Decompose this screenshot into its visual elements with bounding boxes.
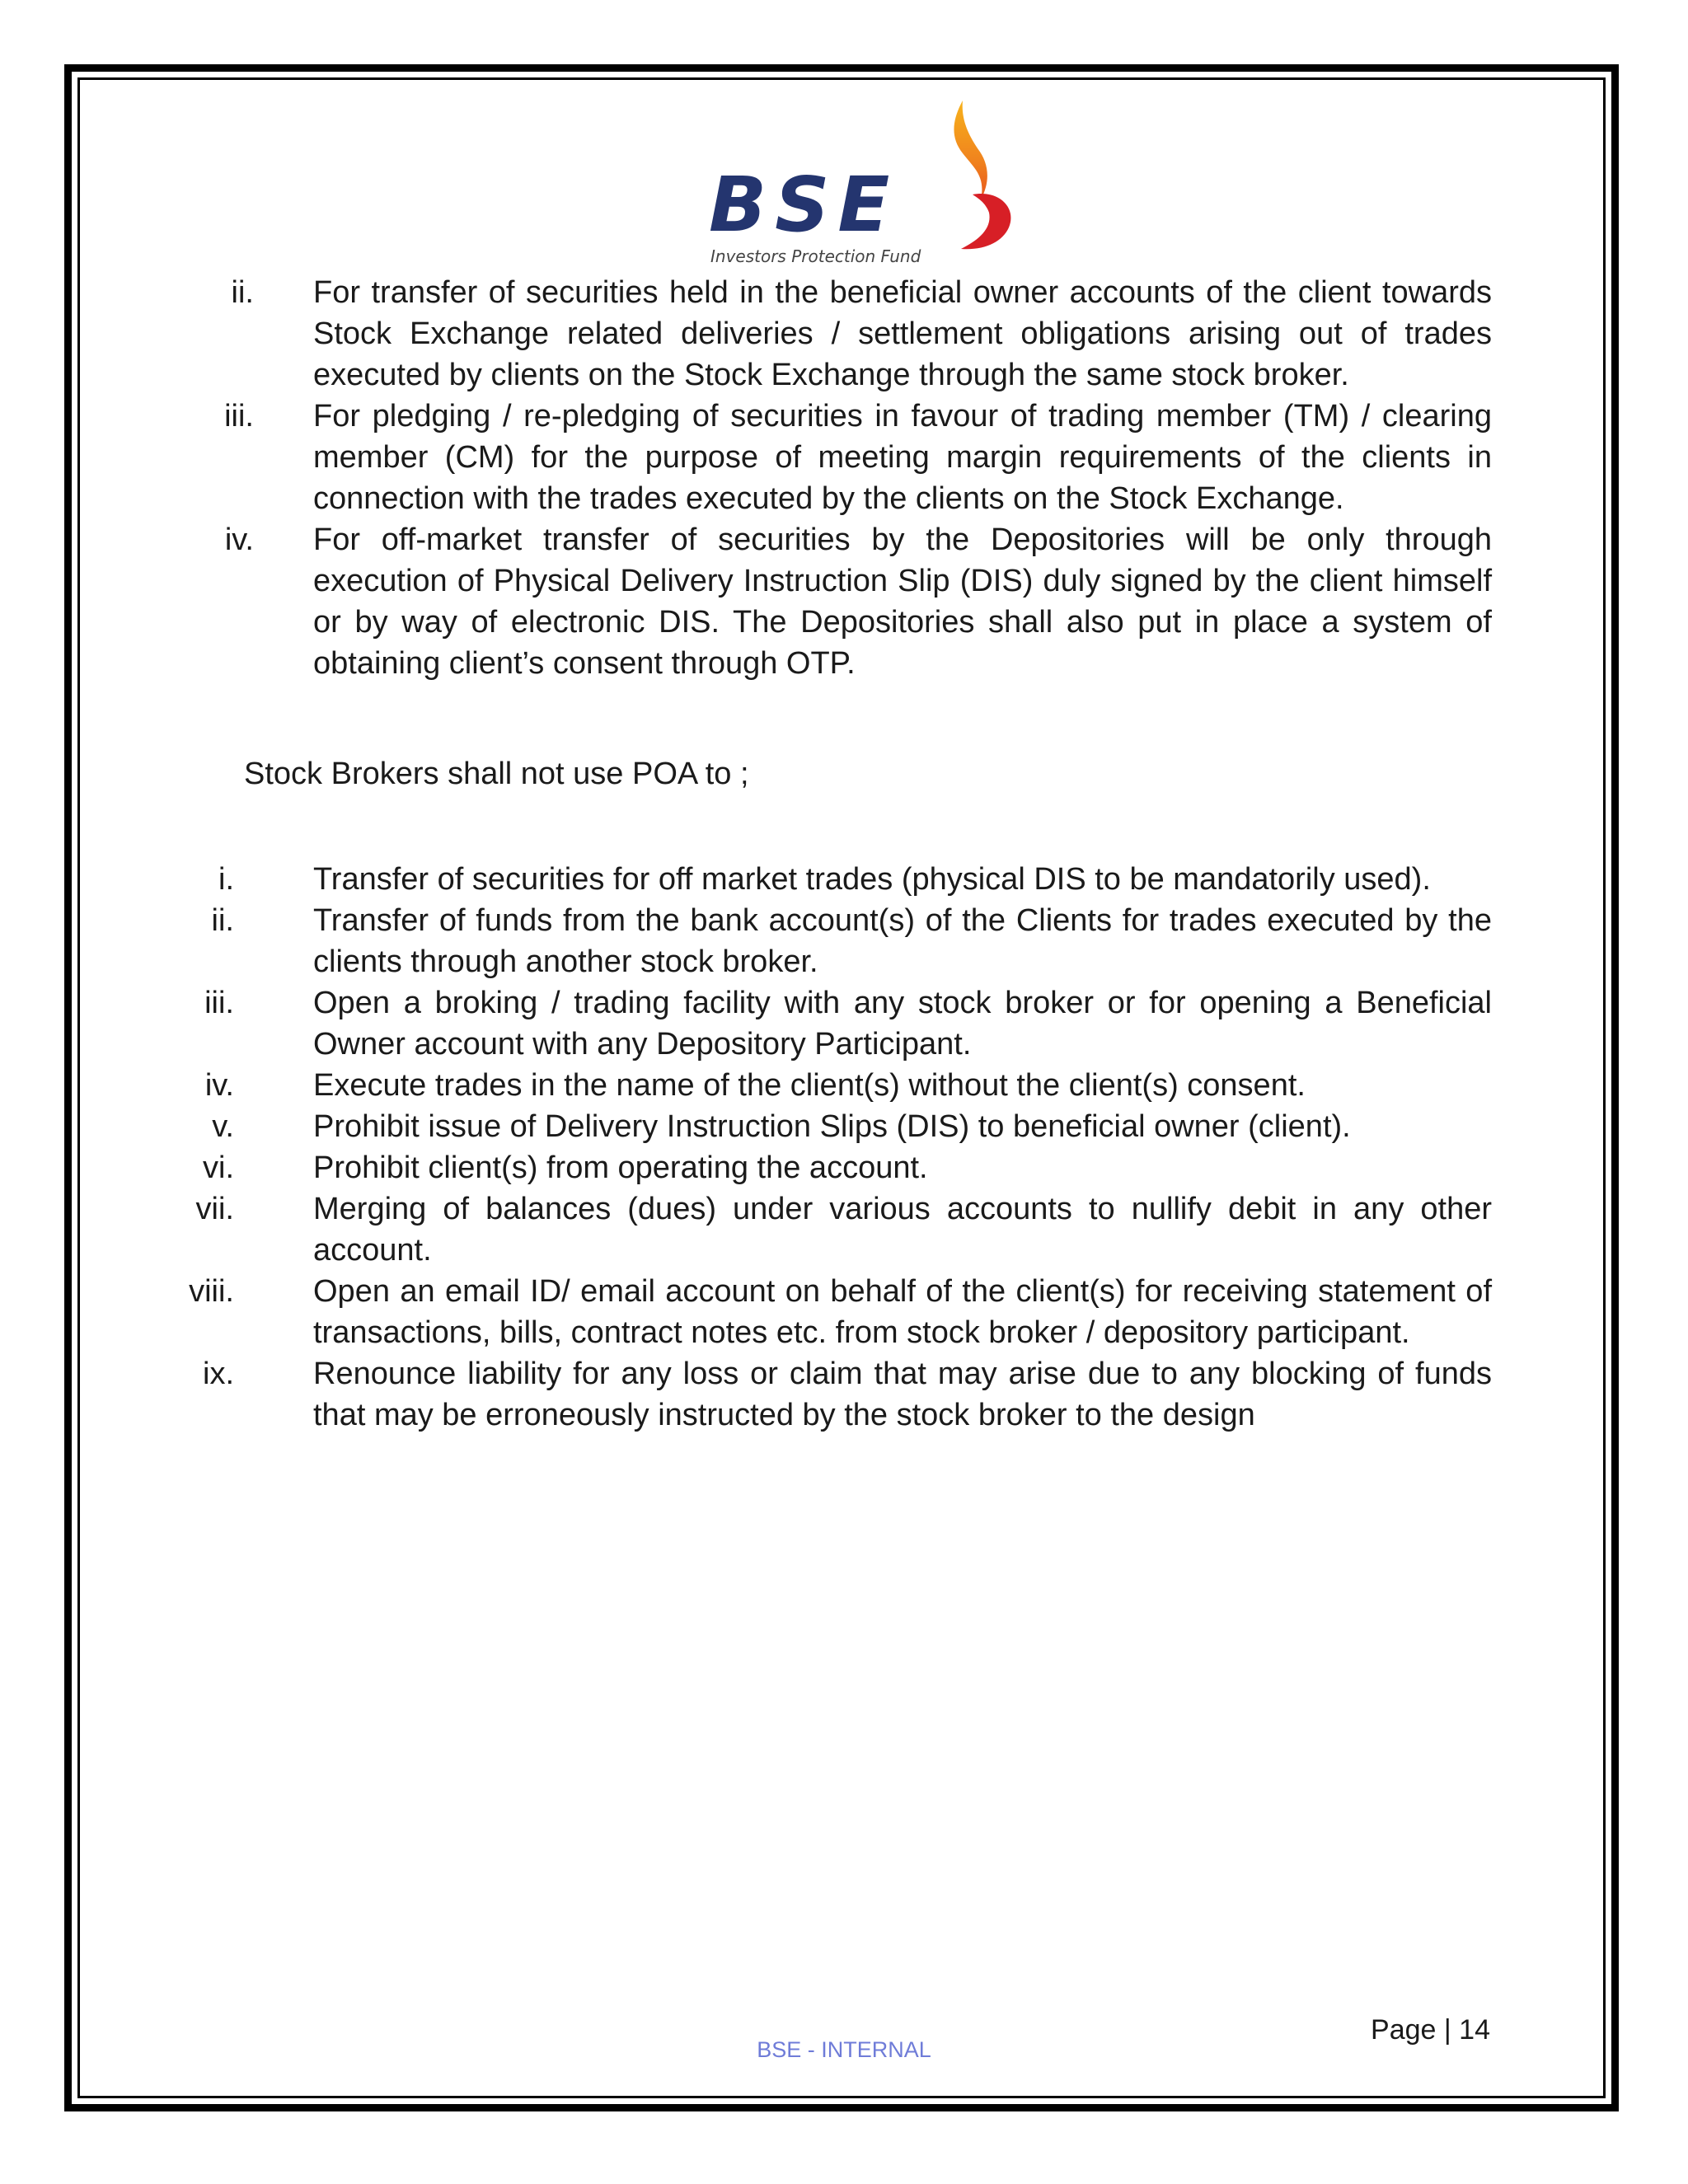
prohibited-uses-list — [0, 859, 1688, 1436]
list-item-text: Prohibit client(s) from operating the account. — [313, 1151, 928, 1185]
classification-label: BSE - INTERNAL — [757, 2037, 931, 2062]
list-item — [0, 272, 1688, 396]
list-item-text: Execute trades in the name of the client(s) without the client(s) consent. — [313, 1068, 1306, 1103]
list-item — [0, 859, 1688, 900]
list-item-number: vii. — [195, 1192, 234, 1226]
list-item-number: iii. — [204, 986, 234, 1020]
list-item-number: vi. — [203, 1151, 234, 1185]
list-item — [0, 900, 1688, 982]
page-number: Page | 14 — [1371, 2014, 1490, 2046]
list-item-text: Renounce liability for any loss or claim that may arise due to any blocking of funds that may be erroneously instructed by the stock broker to the design — [313, 1357, 1492, 1432]
list-item — [0, 1271, 1688, 1353]
list-item-text: Open an email ID/ email account on behalf of the client(s) for receiving statement of transactions, bills, contract notes etc. from stock broker / depository participant. — [313, 1274, 1492, 1350]
list-item-text: For transfer of securities held in the beneficial owner accounts of the client towards Stock Exchange related deliveries / settlement obligations arising out of trades executed by clients on the Stock Exchange through the same stock broker. — [313, 275, 1492, 392]
list-item — [0, 1065, 1688, 1106]
list-item — [0, 1147, 1688, 1188]
logo-subtitle: Investors Protection Fund — [710, 246, 921, 266]
list-item-text: Open a broking / trading facility with any stock broker or for opening a Beneficial Owner account with any Depository Participant. — [313, 986, 1492, 1062]
list-item — [0, 396, 1688, 519]
list-item-text: Transfer of securities for off market trades (physical DIS to be mandatorily used). — [313, 862, 1431, 897]
list-item-number: ii. — [211, 903, 234, 938]
list-item — [0, 519, 1688, 684]
list-item-text: For pledging / re-pledging of securities in favour of trading member (TM) / clearing member (CM) for the purpose of meeting margin requirements of the clients in connection with the trades executed by the clients on the Stock Exchange. — [313, 399, 1492, 516]
prohibited-uses-section — [0, 859, 1688, 1436]
list-item-number: viii. — [189, 1274, 234, 1309]
list-item-text: Prohibit issue of Delivery Instruction Slips (DIS) to beneficial owner (client). — [313, 1109, 1351, 1144]
list-item-number: ii. — [231, 275, 254, 310]
document-body — [0, 272, 1688, 684]
logo-letters: BSE — [709, 161, 898, 249]
list-item-number: v. — [212, 1109, 234, 1144]
list-item-number: i. — [218, 862, 234, 897]
list-item-number: iv. — [204, 1068, 234, 1103]
poa-usage-list — [0, 272, 1688, 684]
list-item-number: ix. — [203, 1357, 234, 1391]
list-item — [0, 1188, 1688, 1271]
list-item-text: Transfer of funds from the bank account(s) of the Clients for trades executed by the clients through another stock broker. — [313, 903, 1492, 979]
list-item — [0, 982, 1688, 1065]
flame-base-icon — [961, 194, 1010, 249]
flame-icon — [954, 101, 987, 199]
list-item-number: iv. — [224, 523, 254, 557]
intro-text: Stock Brokers shall not use POA to ; — [244, 757, 749, 791]
list-item-text: Merging of balances (dues) under various accounts to nullify debit in any other account. — [313, 1192, 1492, 1268]
list-item — [0, 1106, 1688, 1147]
list-item-number: iii. — [224, 399, 254, 434]
list-item-text: For off-market transfer of securities by the Depositories will be only through execution of Physical Delivery Instruction Slip (DIS) duly signed by the client himself or by way of electronic DIS. The Depositories shall also put in place a system of obtaining client’s consent through OTP. — [313, 523, 1492, 681]
list-item — [0, 1353, 1688, 1436]
bse-logo — [684, 97, 1030, 270]
